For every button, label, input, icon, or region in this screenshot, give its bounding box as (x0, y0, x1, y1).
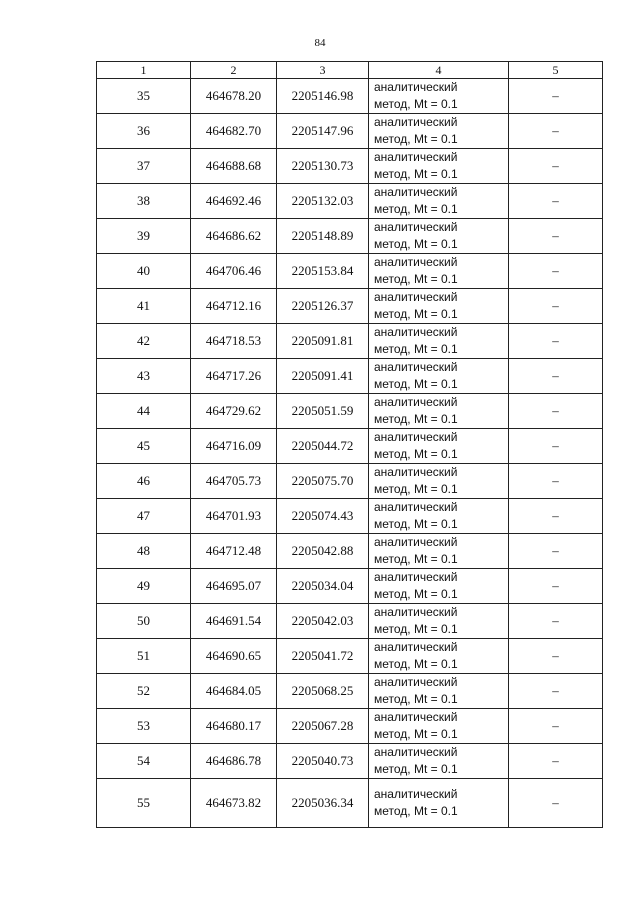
method-cell (369, 674, 509, 709)
method-cell (369, 569, 509, 604)
table-row (97, 499, 603, 534)
point-number-cell: 44 (97, 394, 191, 429)
table-row (97, 394, 603, 429)
point-number-cell: 46 (97, 464, 191, 499)
table-row (97, 254, 603, 289)
method-line-1: аналитический (374, 640, 458, 654)
header-col-5: 5 (509, 62, 603, 79)
x-coordinate-cell: 464705.73 (191, 464, 277, 499)
y-coordinate-cell: 2205147.96 (277, 114, 369, 149)
method-line-1: аналитический (374, 360, 458, 374)
point-number-cell: 51 (97, 639, 191, 674)
table-row (97, 604, 603, 639)
x-coordinate-cell: 464691.54 (191, 604, 277, 639)
note-cell: – (509, 114, 603, 149)
method-line-2: метод, Mt = 0.1 (374, 167, 458, 181)
point-number-cell: 53 (97, 709, 191, 744)
method-line-1: аналитический (374, 430, 458, 444)
method-line-1: аналитический (374, 675, 458, 689)
method-line-2: метод, Mt = 0.1 (374, 552, 458, 566)
table-row (97, 184, 603, 219)
method-cell (369, 744, 509, 779)
method-line-2: метод, Mt = 0.1 (374, 412, 458, 426)
y-coordinate-cell: 2205040.73 (277, 744, 369, 779)
note-cell: – (509, 464, 603, 499)
method-line-1: аналитический (374, 535, 458, 549)
table-row (97, 464, 603, 499)
method-cell (369, 499, 509, 534)
point-number-cell: 43 (97, 359, 191, 394)
header-col-2: 2 (191, 62, 277, 79)
point-number-cell: 37 (97, 149, 191, 184)
method-line-2: метод, Mt = 0.1 (374, 804, 458, 818)
method-cell (369, 219, 509, 254)
note-cell: – (509, 149, 603, 184)
method-line-2: метод, Mt = 0.1 (374, 587, 458, 601)
method-cell (369, 604, 509, 639)
method-line-2: метод, Mt = 0.1 (374, 517, 458, 531)
method-line-1: аналитический (374, 115, 458, 129)
table-row (97, 709, 603, 744)
note-cell: – (509, 289, 603, 324)
table-body (97, 79, 603, 828)
method-line-1: аналитический (374, 255, 458, 269)
x-coordinate-cell: 464673.82 (191, 779, 277, 828)
point-number-cell: 35 (97, 79, 191, 114)
method-line-2: метод, Mt = 0.1 (374, 692, 458, 706)
y-coordinate-cell: 2205132.03 (277, 184, 369, 219)
point-number-cell: 48 (97, 534, 191, 569)
point-number-cell: 54 (97, 744, 191, 779)
table-row (97, 779, 603, 828)
x-coordinate-cell: 464712.48 (191, 534, 277, 569)
note-cell: – (509, 744, 603, 779)
y-coordinate-cell: 2205041.72 (277, 639, 369, 674)
note-cell: – (509, 709, 603, 744)
y-coordinate-cell: 2205075.70 (277, 464, 369, 499)
x-coordinate-cell: 464729.62 (191, 394, 277, 429)
table-row (97, 289, 603, 324)
point-number-cell: 36 (97, 114, 191, 149)
method-line-2: метод, Mt = 0.1 (374, 237, 458, 251)
method-line-2: метод, Mt = 0.1 (374, 202, 458, 216)
method-cell (369, 639, 509, 674)
y-coordinate-cell: 2205068.25 (277, 674, 369, 709)
method-line-2: метод, Mt = 0.1 (374, 657, 458, 671)
y-coordinate-cell: 2205074.43 (277, 499, 369, 534)
header-col-4: 4 (369, 62, 509, 79)
method-line-2: метод, Mt = 0.1 (374, 762, 458, 776)
x-coordinate-cell: 464680.17 (191, 709, 277, 744)
y-coordinate-cell: 2205042.03 (277, 604, 369, 639)
method-line-1: аналитический (374, 395, 458, 409)
method-cell (369, 324, 509, 359)
method-line-1: аналитический (374, 605, 458, 619)
method-cell (369, 534, 509, 569)
method-line-2: метод, Mt = 0.1 (374, 97, 458, 111)
note-cell: – (509, 604, 603, 639)
header-col-1: 1 (97, 62, 191, 79)
method-cell (369, 779, 509, 828)
x-coordinate-cell: 464684.05 (191, 674, 277, 709)
x-coordinate-cell: 464718.53 (191, 324, 277, 359)
table-row (97, 569, 603, 604)
note-cell: – (509, 219, 603, 254)
note-cell: – (509, 674, 603, 709)
note-cell: – (509, 394, 603, 429)
x-coordinate-cell: 464678.20 (191, 79, 277, 114)
y-coordinate-cell: 2205130.73 (277, 149, 369, 184)
table-row (97, 674, 603, 709)
method-line-1: аналитический (374, 500, 458, 514)
note-cell: – (509, 779, 603, 828)
y-coordinate-cell: 2205067.28 (277, 709, 369, 744)
point-number-cell: 40 (97, 254, 191, 289)
method-line-1: аналитический (374, 150, 458, 164)
note-cell: – (509, 254, 603, 289)
method-line-2: метод, Mt = 0.1 (374, 622, 458, 636)
method-line-1: аналитический (374, 290, 458, 304)
page-number: 84 (314, 37, 326, 49)
x-coordinate-cell: 464690.65 (191, 639, 277, 674)
y-coordinate-cell: 2205034.04 (277, 569, 369, 604)
method-cell (369, 709, 509, 744)
table-row (97, 534, 603, 569)
coordinates-table (96, 61, 603, 828)
method-line-2: метод, Mt = 0.1 (374, 307, 458, 321)
note-cell: – (509, 359, 603, 394)
x-coordinate-cell: 464701.93 (191, 499, 277, 534)
y-coordinate-cell: 2205148.89 (277, 219, 369, 254)
x-coordinate-cell: 464712.16 (191, 289, 277, 324)
method-line-2: метод, Mt = 0.1 (374, 482, 458, 496)
method-line-2: метод, Mt = 0.1 (374, 727, 458, 741)
x-coordinate-cell: 464692.46 (191, 184, 277, 219)
table-row (97, 114, 603, 149)
method-line-1: аналитический (374, 745, 458, 759)
note-cell: – (509, 534, 603, 569)
table-row (97, 359, 603, 394)
method-line-1: аналитический (374, 220, 458, 234)
note-cell: – (509, 184, 603, 219)
method-cell (369, 184, 509, 219)
method-line-2: метод, Mt = 0.1 (374, 272, 458, 286)
y-coordinate-cell: 2205091.41 (277, 359, 369, 394)
method-line-1: аналитический (374, 710, 458, 724)
method-line-1: аналитический (374, 570, 458, 584)
x-coordinate-cell: 464686.78 (191, 744, 277, 779)
method-cell (369, 254, 509, 289)
table-row (97, 79, 603, 114)
method-cell (369, 429, 509, 464)
table-row (97, 639, 603, 674)
point-number-cell: 42 (97, 324, 191, 359)
method-line-1: аналитический (374, 787, 458, 801)
table-header-row (97, 62, 603, 79)
y-coordinate-cell: 2205126.37 (277, 289, 369, 324)
y-coordinate-cell: 2205051.59 (277, 394, 369, 429)
y-coordinate-cell: 2205044.72 (277, 429, 369, 464)
y-coordinate-cell: 2205153.84 (277, 254, 369, 289)
point-number-cell: 50 (97, 604, 191, 639)
method-cell (369, 79, 509, 114)
method-cell (369, 394, 509, 429)
point-number-cell: 49 (97, 569, 191, 604)
point-number-cell: 38 (97, 184, 191, 219)
point-number-cell: 41 (97, 289, 191, 324)
table-row (97, 324, 603, 359)
method-line-2: метод, Mt = 0.1 (374, 377, 458, 391)
method-line-1: аналитический (374, 80, 458, 94)
method-line-1: аналитический (374, 185, 458, 199)
note-cell: – (509, 324, 603, 359)
note-cell: – (509, 429, 603, 464)
method-line-2: метод, Mt = 0.1 (374, 342, 458, 356)
header-col-3: 3 (277, 62, 369, 79)
note-cell: – (509, 639, 603, 674)
x-coordinate-cell: 464716.09 (191, 429, 277, 464)
x-coordinate-cell: 464717.26 (191, 359, 277, 394)
y-coordinate-cell: 2205036.34 (277, 779, 369, 828)
table-row (97, 219, 603, 254)
point-number-cell: 55 (97, 779, 191, 828)
point-number-cell: 52 (97, 674, 191, 709)
method-cell (369, 289, 509, 324)
x-coordinate-cell: 464695.07 (191, 569, 277, 604)
y-coordinate-cell: 2205146.98 (277, 79, 369, 114)
x-coordinate-cell: 464688.68 (191, 149, 277, 184)
y-coordinate-cell: 2205091.81 (277, 324, 369, 359)
method-line-1: аналитический (374, 325, 458, 339)
x-coordinate-cell: 464686.62 (191, 219, 277, 254)
table-row (97, 744, 603, 779)
method-line-1: аналитический (374, 465, 458, 479)
method-cell (369, 149, 509, 184)
note-cell: – (509, 79, 603, 114)
table-row (97, 429, 603, 464)
method-cell (369, 464, 509, 499)
method-line-2: метод, Mt = 0.1 (374, 132, 458, 146)
point-number-cell: 47 (97, 499, 191, 534)
note-cell: – (509, 569, 603, 604)
method-cell (369, 114, 509, 149)
note-cell: – (509, 499, 603, 534)
method-cell (369, 359, 509, 394)
x-coordinate-cell: 464682.70 (191, 114, 277, 149)
point-number-cell: 39 (97, 219, 191, 254)
point-number-cell: 45 (97, 429, 191, 464)
x-coordinate-cell: 464706.46 (191, 254, 277, 289)
y-coordinate-cell: 2205042.88 (277, 534, 369, 569)
method-line-2: метод, Mt = 0.1 (374, 447, 458, 461)
table-row (97, 149, 603, 184)
